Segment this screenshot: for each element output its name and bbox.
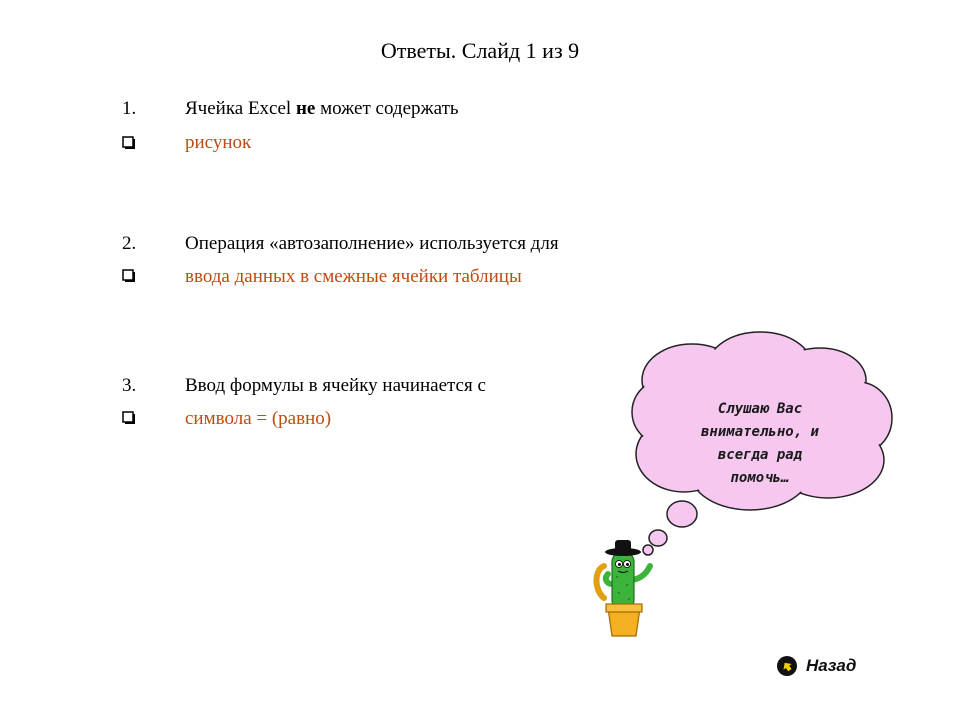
- question-3-text: Ввод формулы в ячейку начинается с: [185, 375, 486, 396]
- speech-line-2: внимательно, и: [700, 424, 819, 440]
- answer-1: рисунок: [185, 132, 252, 153]
- speech-line-4: помочь…: [730, 470, 790, 486]
- question-2-number: 2.: [122, 233, 137, 254]
- speech-line-1: Слушаю Вас: [717, 401, 803, 417]
- thought-bubble-large: [667, 501, 697, 527]
- slide-title: Ответы. Слайд 1 из 9: [380, 38, 580, 63]
- speech-text: [665, 398, 855, 490]
- answer-2: ввода данных в смежные ячейки таблицы: [185, 266, 522, 287]
- checkbox-icon: [122, 269, 136, 283]
- checkbox-icon: [122, 411, 136, 425]
- checkbox-icon: [122, 136, 136, 150]
- hand-pointer-icon: [776, 655, 798, 677]
- back-button[interactable]: [776, 654, 856, 678]
- question-1-text-part2: может содержать: [315, 98, 459, 119]
- answer-3: символа = (равно): [185, 408, 332, 429]
- speech-line-3: всегда рад: [717, 447, 803, 463]
- question-3-number: 3.: [122, 375, 137, 396]
- cactus-character-illustration: [588, 528, 660, 638]
- back-label: Назад: [806, 656, 857, 675]
- question-1-number: 1.: [122, 98, 137, 119]
- question-1-text: [185, 98, 459, 120]
- question-1-text-part1: Ячейка Excel: [185, 98, 296, 119]
- question-1-text-bold: не: [295, 98, 316, 119]
- question-2-text: Операция «автозаполнение» используется для: [185, 233, 559, 254]
- phone-icon: [597, 566, 605, 598]
